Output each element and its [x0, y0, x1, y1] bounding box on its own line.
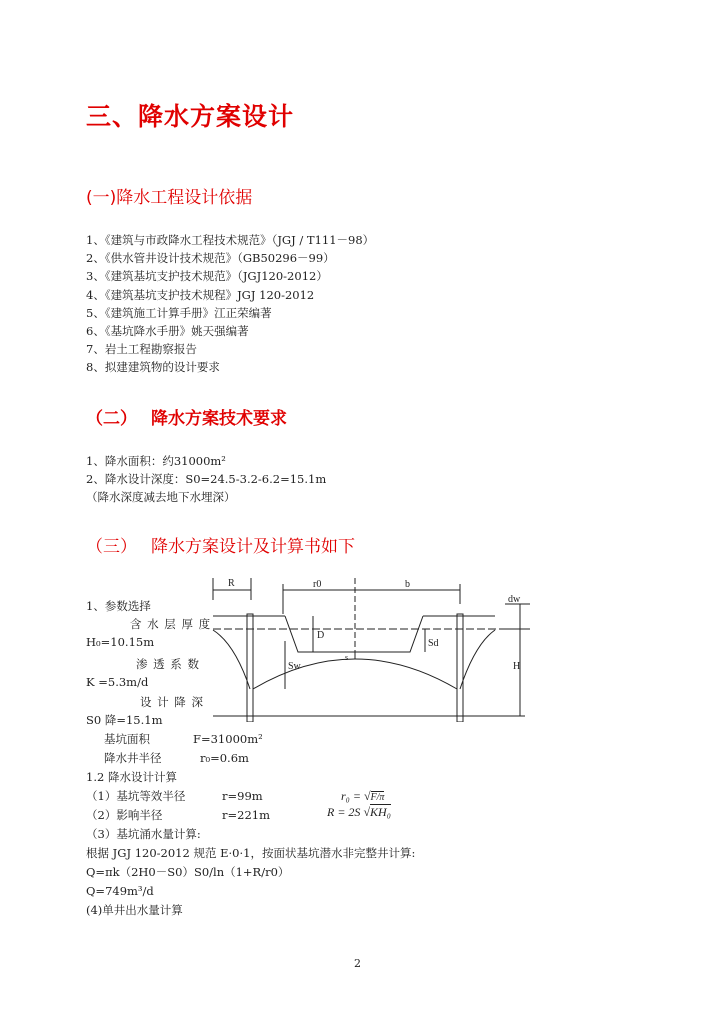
label-dw: dw [508, 594, 521, 605]
well-left [247, 614, 253, 722]
calc-title: 1.2 降水设计计算 [86, 770, 177, 784]
formula-r0-radicand: F/π [370, 792, 385, 803]
formula-R-lhs: R = 2S [327, 805, 361, 819]
formula-R: R = 2S √KH₀ [327, 805, 391, 819]
label-Sw: Sw [288, 661, 301, 672]
influence-value: r=221m [222, 808, 270, 822]
list-item: 3、《建筑基坑支护技术规范》（JGJ120-2012） [86, 269, 328, 284]
formula-r0: r₀ = √F/π [341, 789, 385, 803]
aquifer-label: 含 水 层 厚 度 [130, 617, 212, 631]
label-H: H [513, 661, 521, 672]
params-title: 1、参数选择 [86, 599, 151, 613]
section2-heading-text: 降水方案技术要求 [151, 409, 287, 429]
label-sd: s [345, 653, 349, 662]
list-item: 5、《建筑施工计算手册》江正荣编著 [86, 305, 272, 320]
eq-radius-value: r=99m [222, 789, 263, 803]
pit-area-value: F=31000m² [193, 732, 263, 746]
eq-radius-label: （1）基坑等效半径 [86, 789, 186, 803]
label-R: R [228, 578, 235, 589]
section1-list [86, 231, 374, 377]
label-Sd: Sd [428, 638, 439, 649]
perm-value: K =5.3m/d [86, 675, 149, 689]
basis-text: 根据 JGJ 120-2012 规范 E·0·1，按面状基坑潜水非完整井计算: [86, 846, 416, 860]
section2-list [86, 452, 326, 507]
well-radius-value: r₀=0.6m [200, 751, 249, 765]
drawdown-value: S0 降=15.1m [86, 713, 163, 727]
section3-heading [86, 532, 355, 557]
curve-outer-left [213, 630, 250, 689]
list-item: 1、降水面积：约31000m² [86, 454, 226, 468]
well-radius-label: 降水井半径 [104, 751, 162, 765]
section2-heading-num: （二） [86, 409, 137, 429]
list-item: 2、《供水管井设计技术规范》（GB50296－99） [86, 251, 335, 266]
list-item: 6、《基坑降水手册》姚天强编著 [86, 324, 249, 339]
label-D: D [317, 630, 325, 641]
drawdown-diagram [195, 574, 540, 722]
inflow-title: （3）基坑涌水量计算: [86, 827, 201, 841]
formula-q: Q=πk（2H0－S0）S0/ln（1+R/r0） [86, 865, 290, 879]
aquifer-value: H₀=10.15m [86, 635, 155, 649]
list-item: 2、降水设计深度：S0=24.5-3.2-6.2=15.1m [86, 472, 327, 487]
result-q: Q=749m³/d [86, 884, 154, 898]
label-b: b [405, 579, 410, 590]
formula-R-radicand: KH₀ [370, 805, 391, 819]
page-number: 2 [354, 957, 361, 970]
curve-outer-right [460, 630, 495, 689]
list-item: 1、《建筑与市政降水工程技术规范》（JGJ / T111－98） [86, 233, 375, 247]
pit-area-label: 基坑面积 [104, 732, 150, 746]
section1-heading: (一)降水工程设计依据 [86, 188, 253, 208]
page-title: 三、降水方案设计 [86, 102, 295, 131]
pit-profile [285, 616, 423, 652]
section3-heading-text: 降水方案设计及计算书如下 [151, 537, 355, 557]
list-item: 7、岩土工程勘察报告 [86, 342, 197, 357]
formula-r0-lhs: r₀ = [341, 789, 361, 803]
curve-inner [253, 659, 457, 689]
well-right [457, 614, 463, 722]
label-r0: r0 [313, 579, 322, 590]
list-item: （降水深度减去地下水埋深） [86, 490, 236, 505]
section3-heading-num: （三） [86, 537, 137, 557]
perm-label: 渗 透 系 数 [136, 657, 200, 671]
section2-heading [86, 404, 287, 429]
list-item: 4、《建筑基坑支护技术规程》JGJ 120-2012 [86, 287, 315, 302]
influence-label: （2）影响半径 [86, 808, 163, 822]
single-well-title: (4)单井出水量计算 [86, 903, 183, 917]
drawdown-label: 设 计 降 深 [140, 695, 204, 709]
list-item: 8、拟建建筑物的设计要求 [86, 360, 220, 375]
